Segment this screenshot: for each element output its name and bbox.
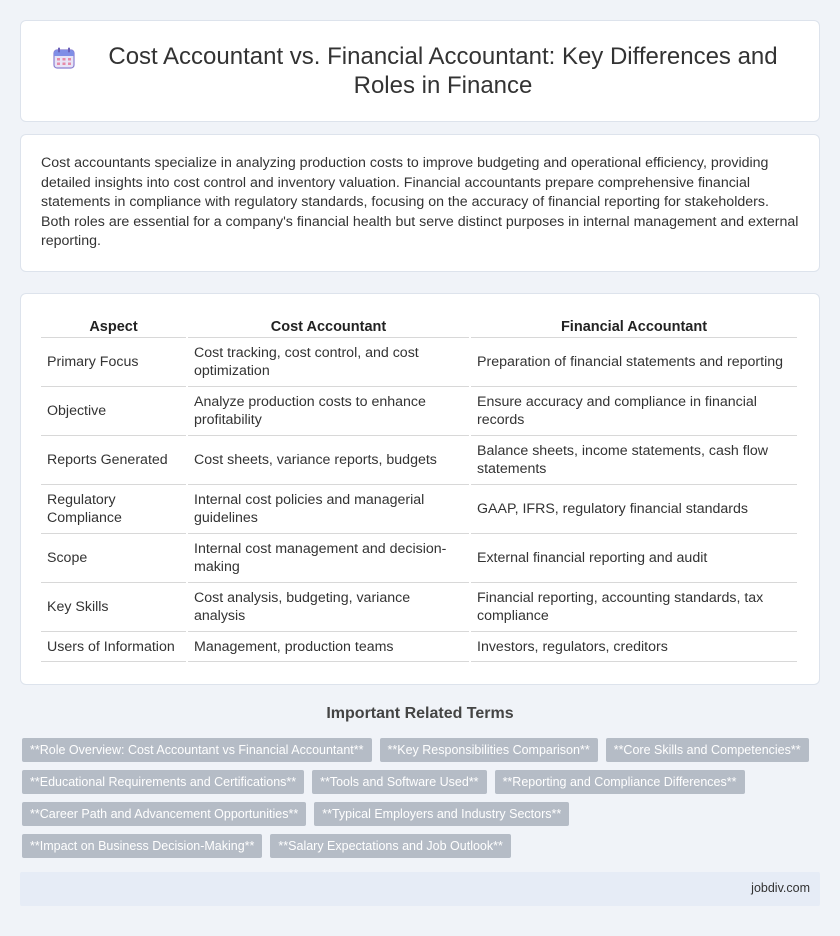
- table-header-row: [41, 312, 797, 338]
- table-row: [41, 436, 797, 485]
- aspect-cell: Objective: [41, 387, 186, 436]
- financial-accountant-cell: GAAP, IFRS, regulatory financial standards: [471, 485, 797, 534]
- related-term-tag[interactable]: **Typical Employers and Industry Sectors**: [314, 802, 569, 826]
- aspect-cell: Key Skills: [41, 583, 186, 632]
- aspect-cell: Users of Information: [41, 632, 186, 662]
- related-term-tag[interactable]: **Tools and Software Used**: [312, 770, 486, 794]
- cost-accountant-cell: Cost tracking, cost control, and cost optimization: [188, 338, 469, 387]
- footer-site-link[interactable]: jobdiv.com: [751, 881, 810, 895]
- financial-accountant-cell: Ensure accuracy and compliance in financial records: [471, 387, 797, 436]
- column-header-aspect: Aspect: [41, 312, 186, 338]
- related-terms-heading: Important Related Terms: [326, 705, 514, 722]
- cost-accountant-cell: Cost sheets, variance reports, budgets: [188, 436, 469, 485]
- comparison-table: [39, 312, 799, 662]
- related-term-tag[interactable]: **Key Responsibilities Comparison**: [380, 738, 598, 762]
- column-header-financial-accountant: Financial Accountant: [471, 312, 797, 338]
- financial-accountant-cell: External financial reporting and audit: [471, 534, 797, 583]
- table-row: [41, 534, 797, 583]
- related-term-tag[interactable]: **Educational Requirements and Certifications**: [22, 770, 304, 794]
- cost-accountant-cell: Analyze production costs to enhance profitability: [188, 387, 469, 436]
- related-term-tag[interactable]: **Career Path and Advancement Opportunities**: [22, 802, 306, 826]
- financial-accountant-cell: Financial reporting, accounting standards, tax compliance: [471, 583, 797, 632]
- calendar-icon: [52, 46, 76, 70]
- related-term-tag[interactable]: **Salary Expectations and Job Outlook**: [270, 834, 510, 858]
- related-terms-list: [22, 738, 812, 858]
- header-card: [20, 20, 820, 122]
- financial-accountant-cell: Investors, regulators, creditors: [471, 632, 797, 662]
- financial-accountant-cell: Preparation of financial statements and reporting: [471, 338, 797, 387]
- table-row: [41, 632, 797, 662]
- intro-card: [20, 134, 820, 272]
- intro-paragraph: Cost accountants specialize in analyzing production costs to improve budgeting and operational efficiency, providing detailed insights into cost control and inventory valuation. Financial accountants prepare comprehensive financial statements in compliance with regulatory standards, focusing on the accuracy of financial reporting for stakeholders. Both roles are essential for a company's financial health but serve distinct purposes in internal management and external reporting.: [41, 155, 799, 250]
- page-title: Cost Accountant vs. Financial Accountant: Key Differences and Roles in Finance: [108, 43, 778, 99]
- cost-accountant-cell: Management, production teams: [188, 632, 469, 662]
- footer: [20, 872, 820, 906]
- financial-accountant-cell: Balance sheets, income statements, cash flow statements: [471, 436, 797, 485]
- aspect-cell: Scope: [41, 534, 186, 583]
- cost-accountant-cell: Internal cost management and decision-making: [188, 534, 469, 583]
- column-header-cost-accountant: Cost Accountant: [188, 312, 469, 338]
- cost-accountant-cell: Cost analysis, budgeting, variance analysis: [188, 583, 469, 632]
- cost-accountant-cell: Internal cost policies and managerial guidelines: [188, 485, 469, 534]
- table-row: [41, 338, 797, 387]
- related-term-tag[interactable]: **Core Skills and Competencies**: [606, 738, 809, 762]
- table-row: [41, 387, 797, 436]
- related-term-tag[interactable]: **Reporting and Compliance Differences**: [495, 770, 745, 794]
- comparison-table-card: [20, 293, 820, 685]
- aspect-cell: Reports Generated: [41, 436, 186, 485]
- related-term-tag[interactable]: **Role Overview: Cost Accountant vs Financial Accountant**: [22, 738, 372, 762]
- header: [50, 42, 790, 100]
- related-term-tag[interactable]: **Impact on Business Decision-Making**: [22, 834, 262, 858]
- aspect-cell: Regulatory Compliance: [41, 485, 186, 534]
- table-row: [41, 485, 797, 534]
- aspect-cell: Primary Focus: [41, 338, 186, 387]
- table-row: [41, 583, 797, 632]
